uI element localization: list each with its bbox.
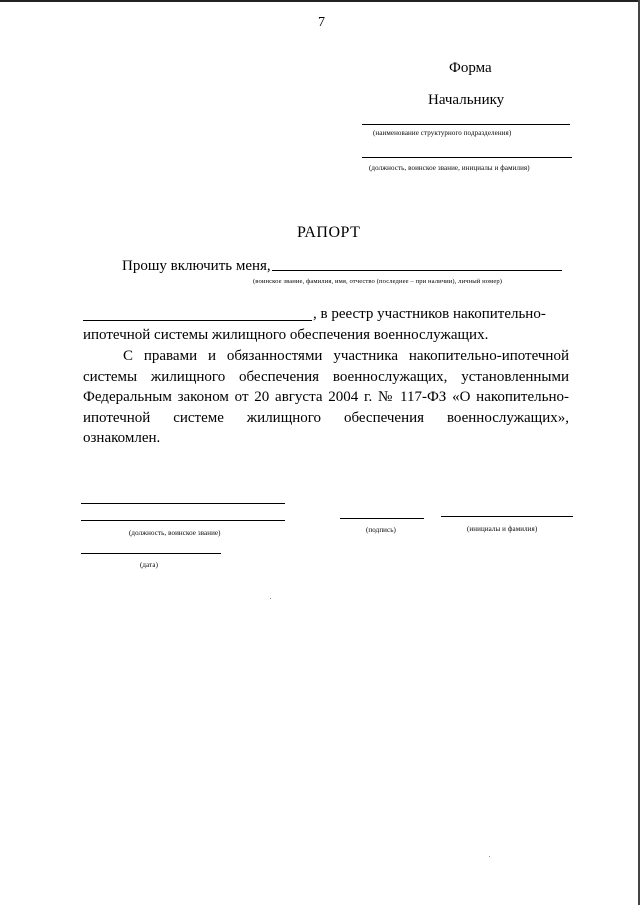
statement-last-line: ознакомлен. <box>83 430 161 446</box>
statement-line: системы жилищного обеспечения военнослужащих, установленными <box>83 368 569 385</box>
signature-line <box>340 518 424 519</box>
signature-caption: (подпись) <box>366 526 396 534</box>
statement-line: ипотечной системе жилищного обеспечения военнослужащих», <box>83 409 569 426</box>
date-caption: (дата) <box>140 561 159 569</box>
request-line2: ипотечной системы жилищного обеспечения военнослужащих. <box>83 327 489 343</box>
statement-line: Федеральным законом от 20 августа 2004 г. № 117-ФЗ «О накопительно- <box>83 389 569 405</box>
position-caption: (должность, воинское звание, инициалы и фамилия) <box>369 164 530 172</box>
sign-position-caption: (должность, воинское звание) <box>129 529 221 537</box>
person-line-continued <box>83 320 312 321</box>
statement-line: С правами и обязанностями участника накопительно-ипотечной <box>123 348 569 364</box>
person-caption: (воинское звание, фамилия, имя, отчество (последнее – при наличии), личный номер) <box>253 278 503 285</box>
position-line <box>362 157 572 158</box>
name-line <box>441 516 573 517</box>
unit-caption: (наименование структурного подразделения) <box>373 129 512 137</box>
form-label: Форма <box>449 60 492 76</box>
position-sign-line-1 <box>81 503 285 504</box>
page-top-edge <box>0 0 640 2</box>
statement-paragraph <box>83 346 569 449</box>
position-sign-line-2 <box>81 520 285 521</box>
unit-line <box>362 124 570 125</box>
request-line1-tail: , в реестр участников накопительно- <box>313 306 546 322</box>
date-line <box>81 553 221 554</box>
scan-speck <box>270 598 271 599</box>
scan-speck <box>489 856 490 857</box>
person-line <box>272 270 562 271</box>
addressee: Начальнику <box>428 92 505 108</box>
page-number: 7 <box>318 15 325 30</box>
request-lead: Прошу включить меня, <box>122 258 271 274</box>
document-title: РАПОРТ <box>297 224 361 241</box>
name-caption: (инициалы и фамилия) <box>467 525 538 533</box>
